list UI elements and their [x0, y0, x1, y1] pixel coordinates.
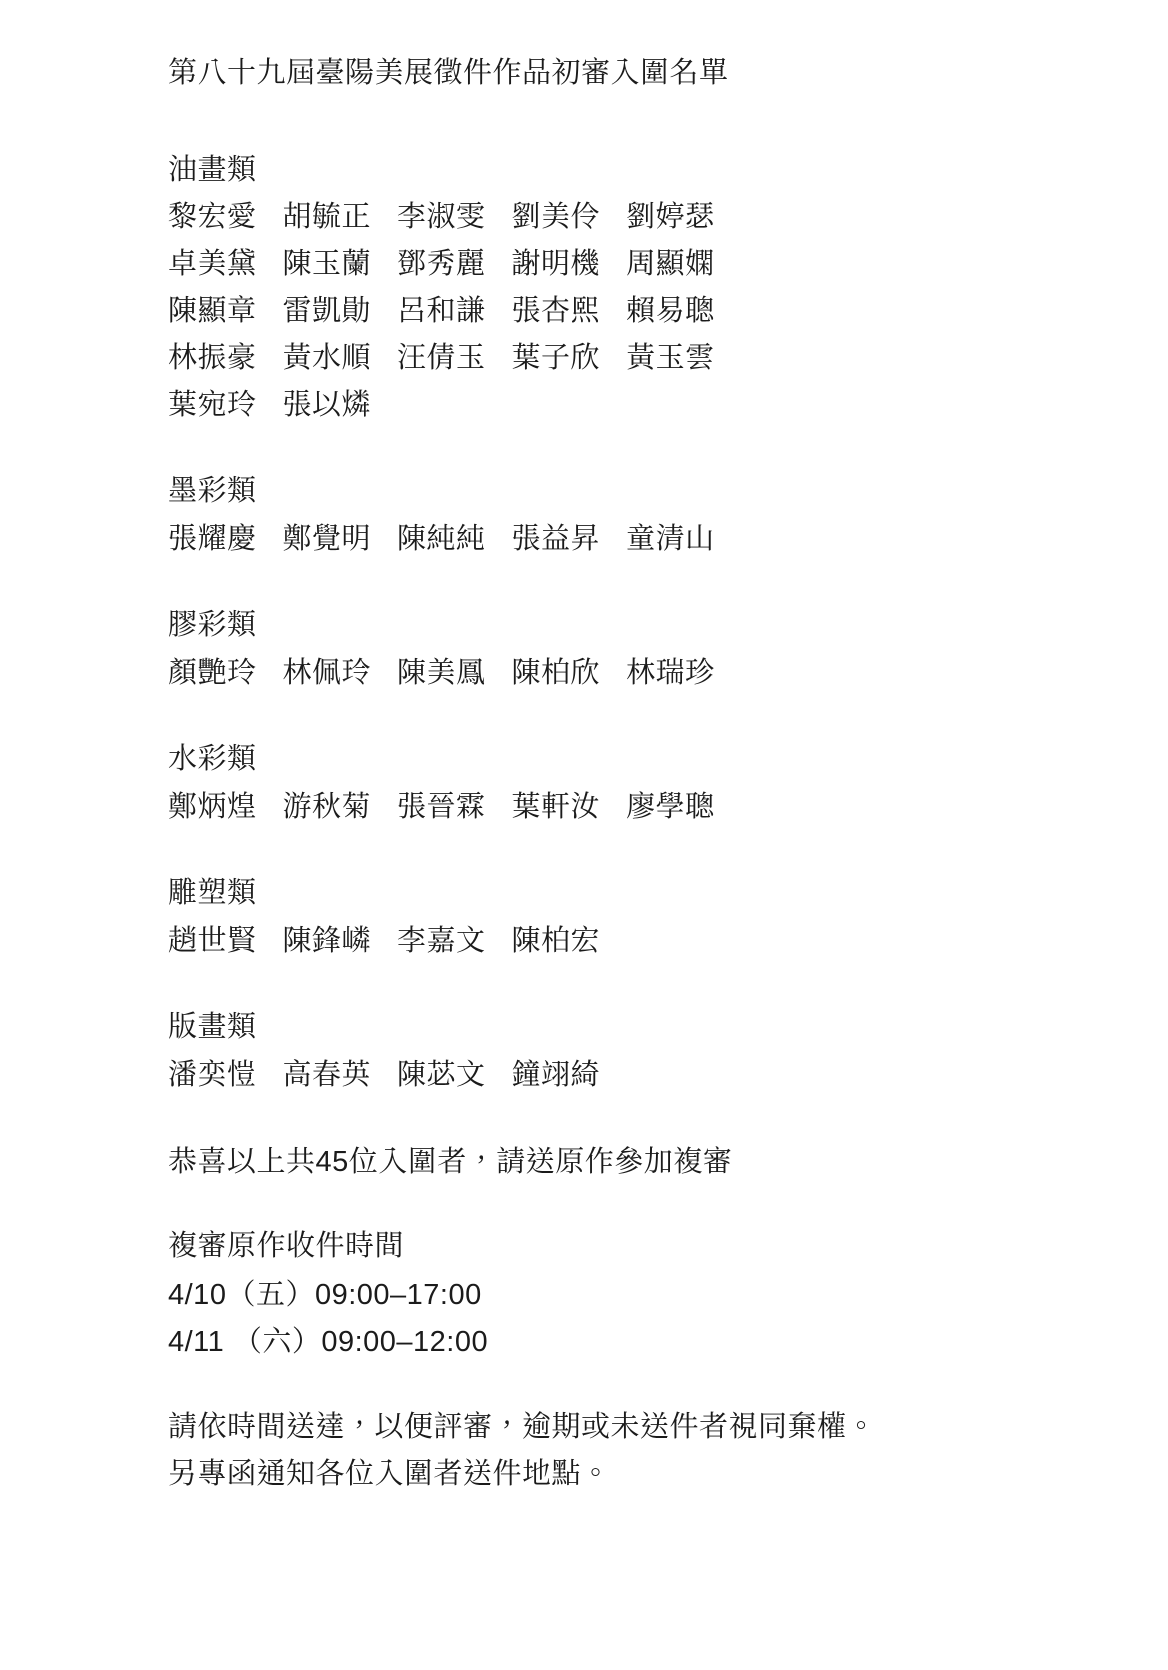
list-item: 賴易聰 — [626, 295, 715, 328]
name-row — [168, 288, 1048, 335]
section-heading: 雕塑類 — [168, 877, 257, 909]
list-item: 李淑雯 — [397, 201, 486, 234]
list-item: 卓美黛 — [168, 248, 257, 281]
section-heading: 墨彩類 — [168, 475, 257, 508]
name-row — [168, 784, 1048, 831]
list-item: 黃玉雲 — [626, 342, 715, 375]
list-item: 鄭炳煌 — [168, 791, 257, 824]
congratulations-note: 恭喜以上共45位入圍者，請送原作參加複審 — [168, 1145, 733, 1178]
name-row — [168, 650, 1048, 697]
name-row — [168, 382, 1048, 429]
list-item: 陳美鳳 — [397, 657, 486, 690]
list-item: 高春英 — [282, 1058, 372, 1091]
list-item: 劉婷瑟 — [626, 201, 715, 234]
section-heading: 油畫類 — [168, 153, 257, 186]
section-sculpture — [168, 871, 1048, 965]
name-row — [168, 194, 1048, 241]
list-item: 李嘉文 — [397, 924, 486, 957]
name-row — [168, 241, 1048, 288]
list-item: 鐘翊綺 — [511, 1058, 601, 1091]
list-item: 游秋菊 — [282, 791, 372, 824]
list-item: 黃水順 — [282, 342, 372, 375]
name-row — [168, 1052, 1048, 1099]
list-item: 陳鋒嶙 — [282, 924, 372, 957]
schedule-line: 4/11 （六）09:00–12:00 — [168, 1325, 489, 1358]
name-row — [168, 335, 1048, 382]
list-item: 張益昇 — [511, 523, 601, 556]
list-item: 陳苾文 — [397, 1058, 486, 1091]
schedule-heading: 複審原作收件時間 — [168, 1230, 405, 1263]
list-item: 劉美伶 — [511, 201, 601, 234]
list-item: 張杏熙 — [511, 295, 601, 328]
section-watercolor — [168, 737, 1048, 831]
list-item: 汪倩玉 — [397, 342, 486, 375]
list-item: 張晉霖 — [397, 791, 486, 824]
list-item: 陳純純 — [397, 523, 486, 556]
footer-notes — [168, 1404, 1048, 1498]
list-item: 趙世賢 — [168, 924, 257, 957]
list-item: 謝明機 — [511, 248, 601, 281]
list-item: 童清山 — [626, 523, 715, 556]
submission-schedule — [168, 1223, 1048, 1365]
list-item: 胡毓正 — [282, 201, 372, 234]
list-item: 陳柏宏 — [511, 924, 601, 957]
list-item: 鄭覺明 — [282, 523, 372, 556]
list-item: 雷凱勛 — [282, 295, 372, 328]
schedule-line: 4/10（五）09:00–17:00 — [168, 1278, 482, 1311]
list-item: 廖學聰 — [626, 791, 715, 824]
section-heading: 水彩類 — [168, 743, 257, 776]
list-item: 林佩玲 — [282, 657, 372, 690]
section-ink-color — [168, 469, 1048, 563]
list-item: 周顯嫻 — [626, 248, 715, 281]
section-oil-painting — [168, 148, 1048, 430]
footer-line: 請依時間送達，以便評審，逾期或未送件者視同棄權。 — [168, 1410, 877, 1443]
section-glue-color — [168, 603, 1048, 697]
list-item: 葉子欣 — [511, 342, 601, 375]
name-row — [168, 516, 1048, 563]
footer-line: 另專函通知各位入圍者送件地點。 — [168, 1457, 611, 1490]
list-item: 張耀慶 — [168, 523, 257, 556]
list-item: 潘奕愷 — [168, 1058, 257, 1091]
name-row — [168, 918, 1048, 965]
list-item: 黎宏愛 — [168, 201, 257, 234]
list-item: 鄧秀麗 — [397, 248, 486, 281]
list-item: 葉軒汝 — [511, 791, 601, 824]
list-item: 林振豪 — [168, 342, 257, 375]
list-item: 葉宛玲 — [168, 389, 257, 422]
list-item: 張以燐 — [282, 389, 372, 422]
list-item: 顏艷玲 — [168, 657, 257, 690]
page-title: 第八十九屆臺陽美展徵件作品初審入圍名單 — [168, 57, 729, 89]
list-item: 林瑞珍 — [626, 657, 715, 690]
list-item: 陳玉蘭 — [282, 248, 372, 281]
list-item: 呂和謙 — [397, 295, 486, 328]
section-heading: 膠彩類 — [168, 609, 257, 642]
list-item: 陳柏欣 — [511, 657, 601, 690]
list-item: 陳顯章 — [168, 295, 257, 328]
section-printmaking — [168, 1005, 1048, 1099]
section-heading: 版畫類 — [168, 1010, 257, 1043]
